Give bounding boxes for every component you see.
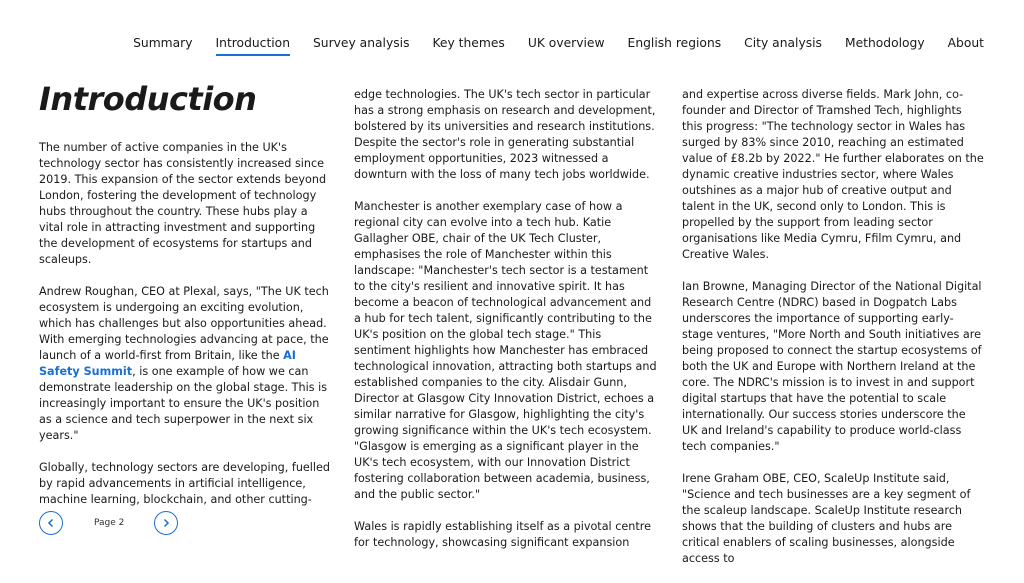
nav-english-regions[interactable]: English regions [627,36,722,50]
paragraph-text: , is one example of how we can demonstrate leadership on the global stage. This is increasingly important to ensure the UK's position as a science and tech superpower in the next six years." [39,365,328,442]
nav-about[interactable]: About [947,36,984,50]
paragraph: edge technologies. The UK's tech sector in particular has a strong emphasis on research and development, bolstered by its universities and research institutions. Despite the sector's role in generating substantial employment opportunities, 2023 witnessed a downturn with the loss of many tech jobs worldwide. [354,88,656,181]
text-column-3 [682,87,984,583]
chevron-left-icon [46,518,56,528]
text-column-2 [354,87,660,567]
chevron-right-icon [161,518,171,528]
paragraph: Irene Graham OBE, CEO, ScaleUp Institute said, "Science and tech businesses are a key segment of the scaleup landscape. ScaleUp Institute research shows that the building of clusters and hubs are critical enablers of scaling businesses, alongside access to [682,472,971,565]
paragraph-text: Andrew Roughan, CEO at Plexal, says, "The UK tech ecosystem is undergoing an exciting evolution, which has challenges but also opportunities ahead. With emerging technologies advancing at pace, the launch of a world-first from Britain, like the [39,285,329,362]
paragraph: Manchester is another exemplary case of how a regional city can evolve into a tech hub. Katie Gallagher OBE, chair of the UK Tech Cluster, emphasises the role of Manchester within this landscape: "Manchester's tech sector is a testament to the city's resilient and innovative spirit. It has become a beacon of technological advancement and a hub for tech talent, significantly contributing to the UK's position on the global tech stage." This sentiment highlights how Manchester has embraced technological innovation, attracting both startups and established companies to the city. Alisdair Gunn, Director at Glasgow City Innovation District, echoes a similar narrative for Glasgow, highlighting the city's growing significance within the UK's tech ecosystem. "Glasgow is emerging as a significant player in the UK's tech ecosystem, with our Innovation District fostering collaboration between academia, business, and the public sector." [354,200,657,501]
ai-safety-summit-link[interactable]: AI Safety Summit [39,349,296,378]
page-title: Introduction [39,80,257,118]
nav-introduction[interactable]: Introduction [215,36,290,50]
paragraph: Ian Browne, Managing Director of the National Digital Research Centre (NDRC) based in Dogpatch Labs underscores the importance of supporting early-stage ventures, "More North and South initiatives are being proposed to connect the startup ecosystems of both the UK and Europe with Northern Ireland at the core. The NDRC's mission is to invest in and support digital startups that have the potential to scale internationally. Our success stories underscore the UK and Ireland's capability to produce world-class tech companies." [682,280,982,453]
paragraph: Globally, technology sectors are developing, fuelled by rapid advancements in artificial intelligence, machine learning, blockchain, and other cutting- [39,461,331,506]
paragraph: and expertise across diverse fields. Mark John, co-founder and Director of Tramshed Tech, highlights this progress: "The technology sector in Wales has surged by 83% since 2010, reaching an estimated value of £8.2b by 2022." He further elaborates on the dynamic creative industries sector, where Wales outshines as a major hub of creative output and talent in the UK, second only to London. This is propelled by the support from leading sector organisations like Media Cymru, Ffilm Cymru, and Creative Wales. [682,88,984,261]
paragraph: The number of active companies in the UK's technology sector has consistently increased since 2019. This expansion of the sector extends beyond London, fostering the development of technology hubs throughout the country. These hubs play a vital role in attracting investment and supporting the development of ecosystems for startups and scaleups. [39,141,327,266]
pagination [39,511,178,535]
text-column-1 [39,140,331,524]
paragraph [39,284,331,444]
nav-survey-analysis[interactable]: Survey analysis [313,36,410,50]
top-navigation [133,36,984,52]
nav-methodology[interactable]: Methodology [844,36,925,50]
previous-page-button[interactable] [39,511,63,535]
nav-summary[interactable]: Summary [133,36,193,50]
nav-key-themes[interactable]: Key themes [432,36,505,50]
next-page-button[interactable] [154,511,178,535]
nav-uk-overview[interactable]: UK overview [527,36,605,50]
paragraph: Wales is rapidly establishing itself as a pivotal centre for technology, showcasing significant expansion [354,520,651,549]
nav-city-analysis[interactable]: City analysis [744,36,822,50]
page-number: Page 2 [94,518,125,528]
